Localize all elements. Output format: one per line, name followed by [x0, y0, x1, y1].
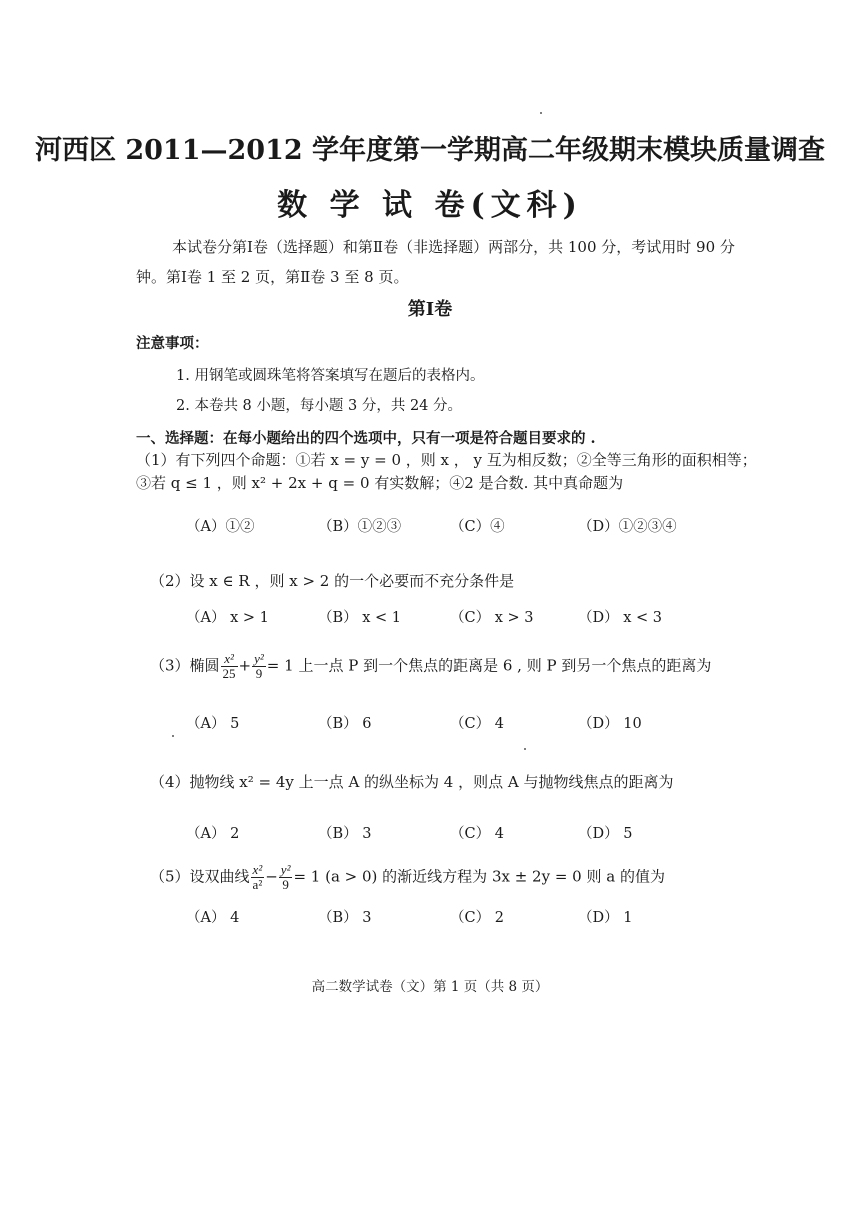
- question-3-frac1-num: x²: [221, 652, 238, 667]
- question-5-frac2-num: y²: [280, 862, 291, 877]
- question-3-prefix: （3）椭圆: [150, 656, 220, 675]
- question-4-option-b: （B） 3: [318, 826, 372, 842]
- section-heading: 一、选择题：在每小题给出的四个选项中，只有一项是符合题目要求的 .: [136, 430, 596, 447]
- question-4-option-c: （C） 4: [450, 826, 504, 842]
- notice-heading: 注意事项：: [136, 335, 209, 352]
- question-2-option-a: （A） x > 1: [186, 610, 269, 626]
- exam-title: 河西区 2011—2012 学年度第一学期高二年级期末模块质量调查: [34, 135, 826, 166]
- question-1-stem-a: （1）有下列四个命题：①若 x = y = 0 ，则 x ， y 互为相反数；②全等三角形的面积相等；: [136, 451, 757, 469]
- volume-label: 第Ⅰ卷: [407, 299, 453, 320]
- question-5-frac1-den: a²: [252, 877, 263, 892]
- question-3-stem: [150, 652, 711, 681]
- question-3-option-a: （A） 5: [186, 716, 240, 732]
- question-4-option-d: （D） 5: [578, 826, 633, 842]
- question-5-option-a: （A） 4: [186, 910, 240, 926]
- question-4-option-a: （A） 2: [186, 826, 240, 842]
- question-1-stem-b: ③若 q ≤ 1 ，则 x² + 2x + q = 0 有实数解；④2 是合数. 其中真命题为: [136, 474, 624, 492]
- notice-item-1: 1. 用钢笔或圆珠笔将答案填写在题后的表格内。: [176, 368, 485, 384]
- question-2-option-d: （D） x < 3: [578, 610, 663, 626]
- question-5-stem: [150, 863, 665, 892]
- question-3-frac2-den: 9: [255, 666, 263, 681]
- question-2-option-c: （C） x > 3: [450, 610, 534, 626]
- question-5-minus: −: [265, 867, 278, 886]
- question-3-option-d: （D） 10: [578, 716, 642, 732]
- question-5-option-c: （C） 2: [450, 910, 504, 926]
- notice-item-2: 2. 本卷共 8 小题，每小题 3 分，共 24 分。: [176, 398, 462, 414]
- question-5-option-b: （B） 3: [318, 910, 372, 926]
- question-5-fraction-y: [279, 863, 293, 892]
- intro-line-2: 钟。第Ⅰ卷 1 至 2 页，第Ⅱ卷 3 至 8 页。: [136, 268, 409, 286]
- question-3-option-b: （B） 6: [318, 716, 372, 732]
- scan-speck: [172, 735, 174, 737]
- exam-subtitle: 数 学 试 卷(文科): [277, 188, 583, 223]
- scan-speck: [524, 748, 526, 750]
- question-1-option-b: （B）①②③: [318, 519, 402, 535]
- question-1-option-a: （A）①②: [186, 519, 255, 535]
- question-3-option-c: （C） 4: [450, 716, 504, 732]
- question-3-fraction-x: [221, 652, 238, 681]
- question-3-suffix: = 1 上一点 P 到一个焦点的距离是 6 , 则 P 到另一个焦点的距离为: [266, 656, 712, 675]
- question-2-option-b: （B） x < 1: [318, 610, 402, 626]
- intro-line-1: 本试卷分第Ⅰ卷（选择题）和第Ⅱ卷（非选择题）两部分，共 100 分，考试用时 90 分: [172, 238, 735, 256]
- scan-speck: [540, 112, 542, 114]
- question-3-plus: +: [238, 656, 252, 675]
- question-5-suffix: = 1 (a > 0) 的渐近线方程为 3x ± 2y = 0 则 a 的值为: [293, 867, 665, 886]
- question-5-prefix: （5）设双曲线: [150, 867, 250, 886]
- question-5-fraction-x: [251, 863, 265, 892]
- question-1-option-d: （D）①②③④: [578, 519, 677, 535]
- question-3-frac2-num: y²: [254, 651, 264, 666]
- question-4-stem: （4）抛物线 x² = 4y 上一点 A 的纵坐标为 4 ，则点 A 与抛物线焦点的距离为: [150, 773, 674, 791]
- question-3-fraction-y: [252, 652, 266, 681]
- question-5-option-d: （D） 1: [578, 910, 633, 926]
- question-1-option-c: （C）④: [450, 519, 505, 535]
- question-5-frac1-num: x²: [252, 862, 263, 877]
- page-footer: 高二数学试卷（文）第 1 页（共 8 页）: [311, 979, 549, 995]
- question-2-stem: （2）设 x ∈ R ，则 x > 2 的一个必要而不充分条件是: [150, 572, 515, 590]
- question-5-frac2-den: 9: [282, 877, 289, 892]
- question-3-frac1-den: 25: [222, 666, 236, 681]
